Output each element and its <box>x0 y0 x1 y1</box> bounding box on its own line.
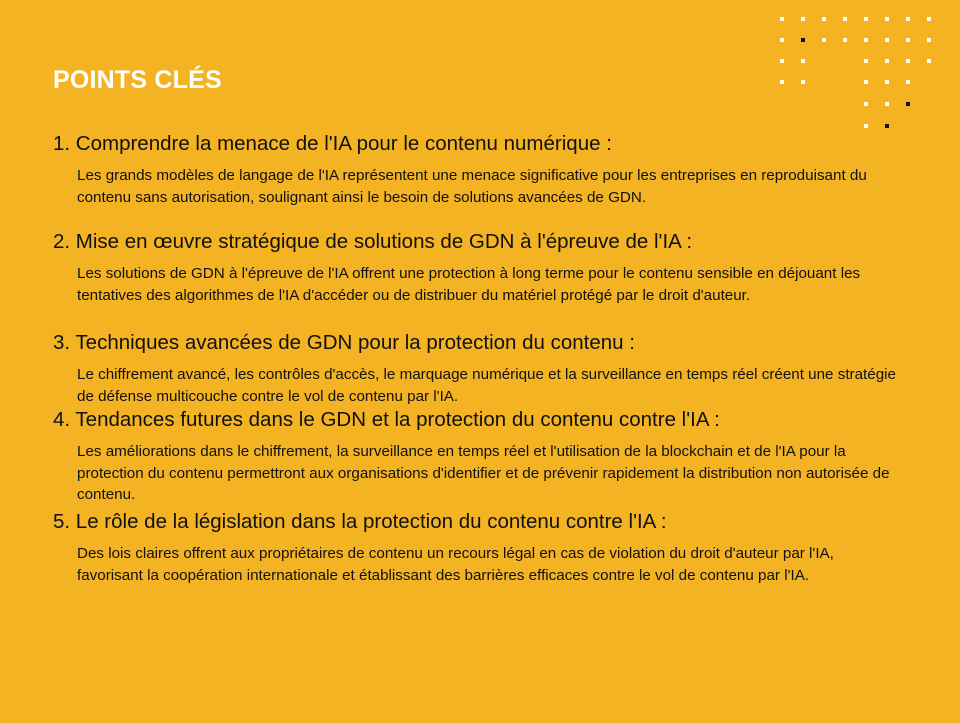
decorative-dot <box>906 59 910 63</box>
decorative-dot <box>906 80 910 84</box>
key-point-body: Des lois claires offrent aux propriétaires de contenu un recours légal en cas de violation du droit d'auteur par l'IA, favorisant la coopération internationale et établissant des barrières efficaces contre le vol de contenu par l'IA. <box>77 545 834 584</box>
key-point-heading: 4. Tendances futures dans le GDN et la protection du contenu contre l'IA : <box>53 408 720 431</box>
decorative-dot <box>780 80 784 84</box>
page-title: POINTS CLÉS <box>53 66 222 94</box>
decorative-dot <box>927 59 931 63</box>
decorative-dot <box>780 17 784 21</box>
decorative-dot <box>885 59 889 63</box>
key-point-3 <box>53 330 903 407</box>
decorative-dot <box>906 102 910 106</box>
decorative-dot <box>780 59 784 63</box>
key-point-1 <box>53 131 903 208</box>
decorative-dot <box>822 38 826 42</box>
decorative-dot <box>885 17 889 21</box>
decorative-dot <box>864 59 868 63</box>
key-point-heading: 1. Comprendre la menace de l'IA pour le contenu numérique : <box>53 132 612 155</box>
key-point-heading: 3. Techniques avancées de GDN pour la protection du contenu : <box>53 331 635 354</box>
decorative-dot <box>906 17 910 21</box>
decorative-dot <box>780 38 784 42</box>
decorative-dot <box>885 38 889 42</box>
decorative-dot <box>927 38 931 42</box>
key-point-heading: 5. Le rôle de la législation dans la protection du contenu contre l'IA : <box>53 510 667 533</box>
key-point-body: Les améliorations dans le chiffrement, la surveillance en temps réel et l'utilisation de la blockchain et de l'IA pour la protection du contenu permettront aux organisations d'identifier et de prévenir rapidement la distribution non autorisée de contenu. <box>77 443 890 503</box>
decorative-dot <box>906 38 910 42</box>
decorative-dot <box>864 80 868 84</box>
decorative-dot <box>927 17 931 21</box>
key-point-4 <box>53 407 903 506</box>
key-point-body: Le chiffrement avancé, les contrôles d'accès, le marquage numérique et la surveillance en temps réel créent une stratégie de défense multicouche contre le vol de contenu par l'IA. <box>77 366 896 405</box>
key-point-body: Les grands modèles de langage de l'IA représentent une menace significative pour les entreprises en reproduisant du contenu sans autorisation, soulignant ainsi le besoin de solutions avancées de GDN. <box>77 167 867 206</box>
decorative-dot <box>864 17 868 21</box>
key-point-body: Les solutions de GDN à l'épreuve de l'IA offrent une protection à long terme pour le contenu sensible en déjouant les tentatives des algorithmes de l'IA d'accéder ou de distribuer du matériel protégé par le droit d'auteur. <box>77 265 861 304</box>
decorative-dot <box>885 124 889 128</box>
decorative-dot <box>864 124 868 128</box>
decorative-dot <box>801 17 805 21</box>
decorative-dot <box>843 38 847 42</box>
decorative-dot <box>864 38 868 42</box>
decorative-dot <box>864 102 868 106</box>
decorative-dot <box>885 80 889 84</box>
key-point-5 <box>53 509 903 586</box>
decorative-dot <box>801 80 805 84</box>
key-point-2 <box>53 229 903 306</box>
decorative-dot <box>822 17 826 21</box>
decorative-dot <box>801 38 805 42</box>
decorative-dot <box>885 102 889 106</box>
decorative-dot <box>801 59 805 63</box>
decorative-dot <box>843 17 847 21</box>
key-point-heading: 2. Mise en œuvre stratégique de solutions de GDN à l'épreuve de l'IA : <box>53 230 693 253</box>
